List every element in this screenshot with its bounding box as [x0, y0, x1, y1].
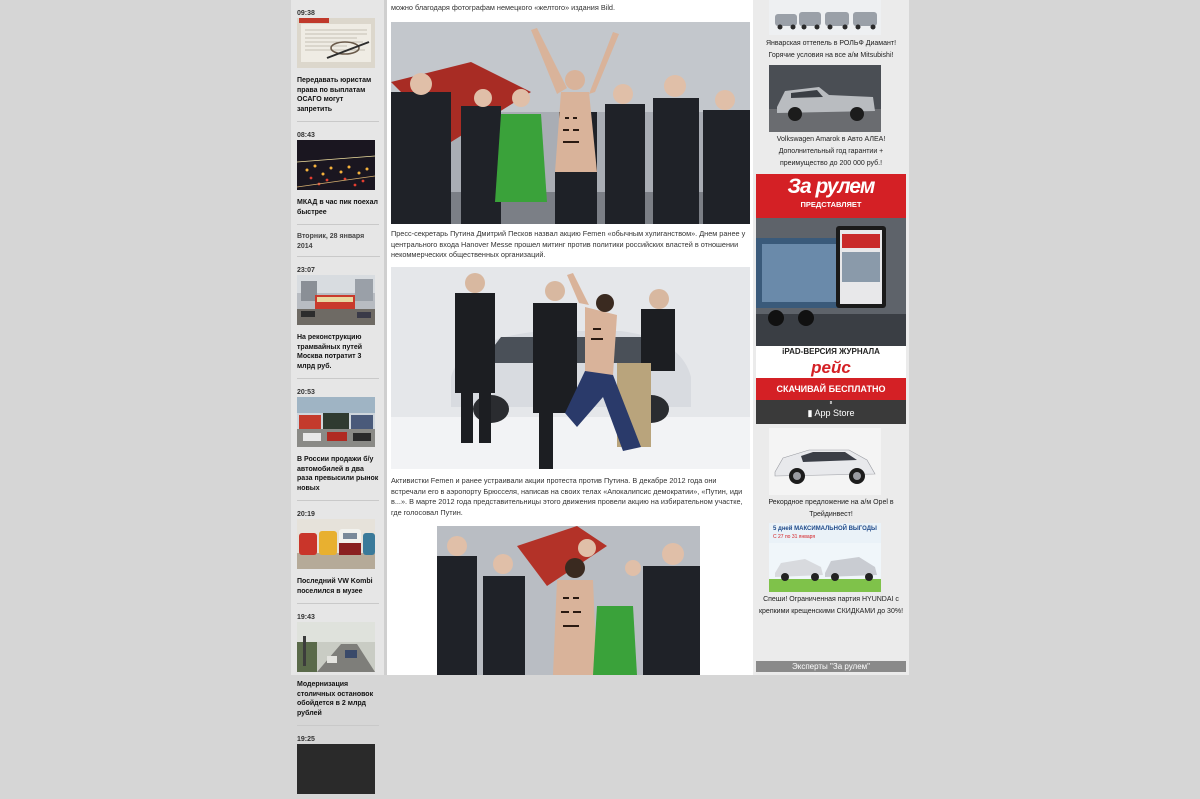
download-free-button[interactable]: СКАЧИВАЙ БЕСПЛАТНО [756, 378, 906, 400]
news-thumbnail[interactable] [297, 275, 375, 325]
news-title[interactable]: МКАД в час пик поехал быстрее [297, 198, 379, 225]
news-title[interactable]: В России продажи б/у автомобилей в два раза превысили рынок новых [297, 455, 379, 501]
news-thumbnail[interactable] [297, 744, 375, 794]
truck-ipad-illustration [756, 218, 906, 346]
zarulem-ipad-banner[interactable] [756, 174, 906, 424]
article-photo[interactable] [391, 22, 750, 224]
news-item[interactable] [297, 257, 379, 379]
article-paragraph: Пресс-секретарь Путина Дмитрий Песков назвал акцию Femen «обычным хулиганством». Днем ранее у центрального входа Hanover Messe прошел митинг против политики российских властей в отношении некоммерческих общественных организаций. [391, 229, 746, 260]
ad-caption[interactable]: Дополнительный год гарантии + [778, 148, 884, 155]
zarulem-header [756, 174, 906, 218]
cars-lineup-image [769, 0, 881, 35]
date-separator: Вторник, 28 января 2014 [297, 225, 380, 257]
news-time: 20:53 [297, 389, 315, 396]
news-item[interactable] [297, 379, 379, 501]
news-thumbnail[interactable] [297, 140, 375, 190]
ipad-magazine-image [756, 218, 906, 346]
ad-banner-image[interactable] [769, 523, 881, 592]
article-photo[interactable] [391, 267, 750, 469]
article-body [387, 0, 753, 675]
news-thumbnail[interactable] [297, 622, 375, 672]
hyundai-banner-title: 5 дней МАКСИМАЛЬНОЙ ВЫГОДЫ [773, 526, 877, 532]
ipad-version-label: iPAD-ВЕРСИЯ ЖУРНАЛА [756, 346, 906, 358]
news-time: 08:43 [297, 132, 315, 139]
news-item[interactable] [297, 726, 379, 799]
news-thumbnail[interactable] [297, 397, 375, 447]
news-title[interactable]: На реконструкцию трамвайных путей Москва потратит 3 млрд руб. [297, 333, 379, 379]
photo-protest-3 [437, 526, 700, 675]
ad-caption[interactable]: Volkswagen Amarok в Авто АЛЕА! [776, 136, 886, 143]
ad-caption[interactable]: крепкими крещенскими СКИДКАМИ до 30%! [758, 608, 904, 615]
news-feed-column [291, 0, 384, 743]
news-item[interactable] [297, 604, 379, 726]
experts-header[interactable]: Эксперты "За рулем" [756, 661, 906, 672]
photo-protest-2 [391, 267, 750, 469]
app-store-label: App Store [814, 408, 855, 418]
ads-column [753, 0, 909, 675]
news-time: 20:19 [297, 511, 315, 518]
ad-banner-image[interactable] [769, 65, 881, 132]
app-store-row [756, 406, 906, 420]
opel-car-image [769, 428, 881, 495]
news-thumbnail[interactable] [297, 18, 375, 68]
article-photo[interactable] [437, 526, 700, 675]
ad-caption[interactable]: Спеши! Ограниченная партия HYUNDAI с [763, 596, 899, 603]
news-time: 19:43 [297, 614, 315, 621]
hyundai-banner-dates: С 27 по 31 января [773, 534, 816, 540]
app-store-badge[interactable] [756, 400, 906, 424]
news-time: 19:25 [297, 736, 315, 743]
photo-protest-1 [391, 22, 750, 224]
reis-logo: рейс [756, 358, 906, 378]
ad-caption[interactable]: Рекордное предложение на а/м Opel в [768, 499, 894, 506]
ad-caption[interactable]: Трейдинвест! [809, 511, 853, 518]
ad-caption[interactable]: Январская оттепель в РОЛЬФ Диамант! [765, 40, 897, 47]
news-time: 23:07 [297, 267, 315, 274]
news-thumbnail[interactable] [297, 519, 375, 569]
page-right-margin [909, 0, 1200, 675]
app-store-small-text: в [829, 400, 833, 406]
zarulem-logo: За рулем [787, 175, 875, 198]
ad-banner-image[interactable] [769, 0, 881, 35]
news-item[interactable] [297, 501, 379, 604]
news-item[interactable] [297, 0, 379, 122]
news-time: 09:38 [297, 10, 315, 17]
news-title[interactable]: Модернизация столичных остановок обойдется в 2 млрд рублей [297, 680, 379, 726]
ad-caption[interactable]: преимущество до 200 000 руб.! [779, 160, 883, 167]
news-title[interactable]: Последний VW Kombi поселился в музее [297, 577, 379, 604]
article-paragraph: можно благодаря фотографам немецкого «желтого» издания Bild. [391, 3, 616, 12]
ad-banner-image[interactable] [769, 428, 881, 495]
article-paragraph: Активистки Femen и ранее устраивали акции протеста против Путина. В декабре 2012 года они встречали его в аэропорту Брюсселя, написав на своих телах «Апокалипсис демократии», «Путин, иди в...». В марте 2012 года представительницы этого движения провели акцию на избирательном участке, где голосовал Путин. [391, 476, 743, 517]
zarulem-presents: ПРЕДСТАВЛЯЕТ [800, 200, 862, 209]
ad-caption[interactable]: Горячие условия на все а/м Mitsubishi! [768, 52, 894, 59]
news-item[interactable] [297, 122, 379, 225]
news-title[interactable]: Передавать юристам права по выплатам ОСАГО могут запретить [297, 76, 379, 122]
pickup-truck-image [769, 65, 881, 132]
apple-icon: ▮ [807, 408, 813, 418]
